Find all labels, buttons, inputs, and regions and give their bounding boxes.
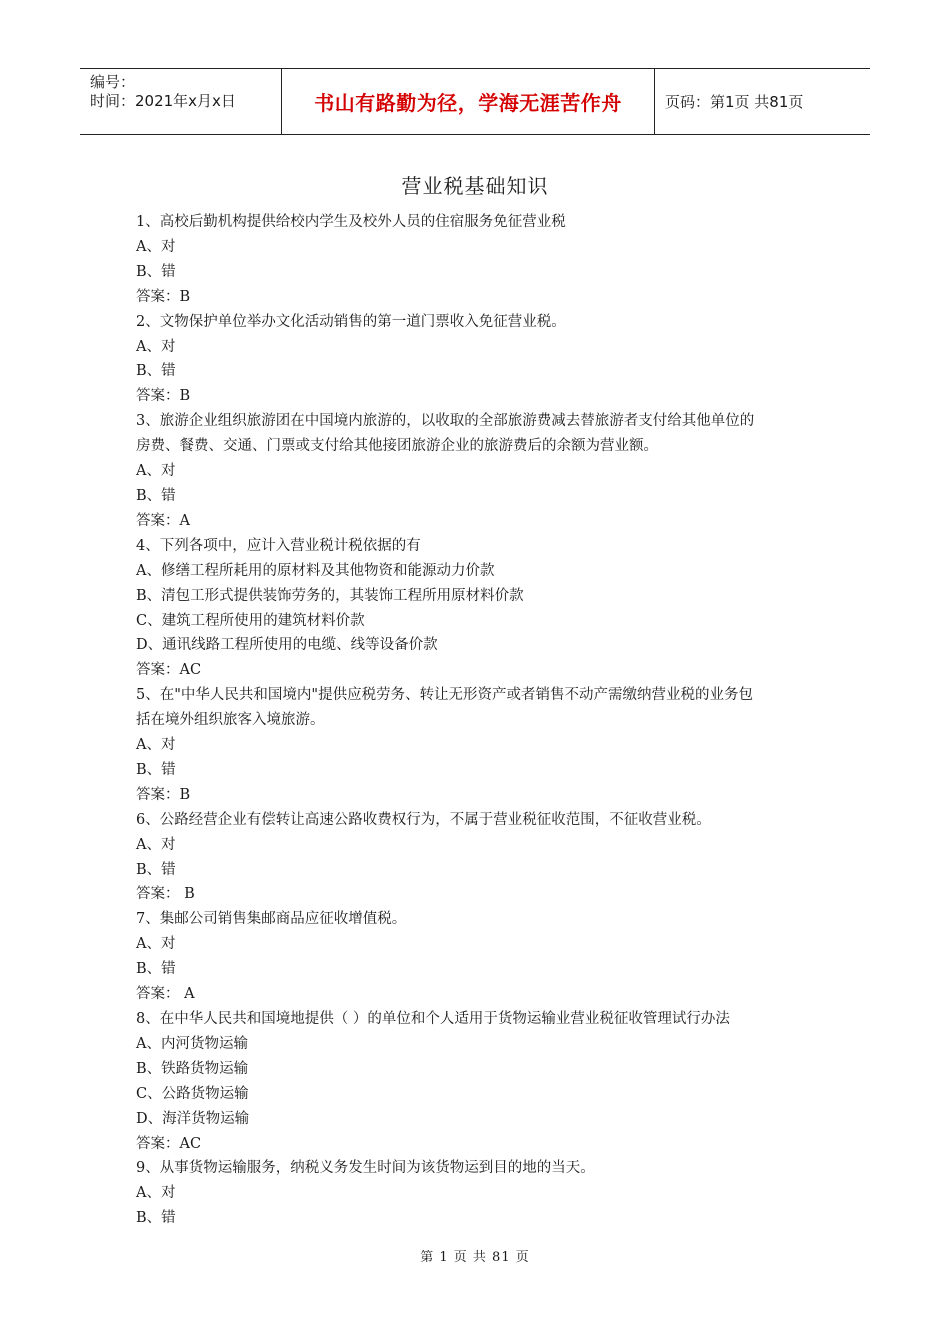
- number-label: 编号：: [90, 73, 136, 91]
- text-line: 1、高校后勤机构提供给校内学生及校外人员的住宿服务免征营业税: [136, 214, 566, 230]
- document-title: 营业税基础知识: [401, 174, 549, 198]
- text-line: 9、从事货物运输服务，纳税义务发生时间为该货物运到目的地的当天。: [136, 1160, 595, 1177]
- document-header: [80, 68, 870, 135]
- page-footer: 第 1 页 共 81 页: [420, 1250, 530, 1265]
- text-line: A、对: [136, 1185, 176, 1202]
- header-page-info: 页码：第1页 共81页: [665, 93, 804, 111]
- text-line: 6、公路经营企业有偿转让高速公路收费权行为，不属于营业税征收范围，不征收营业税。: [136, 811, 711, 828]
- text-line: 7、集邮公司销售集邮商品应征收增值税。: [136, 911, 407, 928]
- text-line: 2、文物保护单位举办文化活动销售的第一道门票收入免征营业税。: [136, 313, 566, 330]
- text-line: D、海洋货物运输: [136, 1110, 250, 1127]
- text-line: B、错: [136, 761, 176, 778]
- text-line: 8、在中华人民共和国境地提供（ ）的单位和个人适用于货物运输业营业税征收管理试行办法: [136, 1011, 730, 1027]
- text-line: 答案：B: [136, 786, 191, 803]
- text-line: B、错: [136, 861, 176, 878]
- text-line: B、错: [136, 1210, 176, 1227]
- text-line: A、对: [136, 338, 176, 355]
- text-line: 答案：B: [136, 288, 191, 305]
- text-line: B、错: [136, 363, 176, 380]
- text-line: A、对: [136, 463, 176, 480]
- text-line: B、铁路货物运输: [136, 1060, 249, 1077]
- question-list: [136, 210, 826, 1231]
- text-line: 答案：AC: [136, 1135, 202, 1152]
- text-line: 4、下列各项中，应计入营业税计税依据的有: [136, 537, 421, 554]
- text-line: D、通讯线路工程所使用的电缆、线等设备价款: [136, 637, 438, 654]
- text-line: A、内河货物运输: [136, 1035, 248, 1052]
- text-line: 答案：AC: [136, 662, 202, 679]
- text-line: 答案：B: [136, 388, 191, 405]
- text-line: 5、在"中华人民共和国境内"提供应税劳务、转让无形资产或者销售不动产需缴纳营业税的业务包: [136, 687, 754, 704]
- text-line: A、对: [136, 737, 176, 754]
- text-line: B、错: [136, 263, 176, 280]
- text-line: B、错: [136, 961, 176, 978]
- text-line: A、对: [136, 836, 176, 853]
- text-line: B、错: [136, 487, 176, 504]
- header-meta: [80, 69, 282, 134]
- text-line: A、修缮工程所耗用的原材料及其他物资和能源动力价款: [136, 562, 495, 579]
- text-line: C、公路货物运输: [136, 1085, 249, 1102]
- text-line: 房费、餐费、交通、门票或支付给其他接团旅游企业的旅游费后的余额为营业额。: [136, 438, 658, 455]
- text-line: 3、旅游企业组织旅游团在中国境内旅游的，以收取的全部旅游费减去替旅游者支付给其他单位的: [136, 413, 755, 430]
- text-line: 答案： A: [136, 986, 195, 1003]
- text-line: 答案： B: [136, 886, 195, 903]
- text-line: 括在境外组织旅客入境旅游。: [136, 712, 325, 729]
- text-line: A、对: [136, 238, 176, 255]
- text-line: A、对: [136, 936, 176, 953]
- text-line: 答案：A: [136, 512, 190, 529]
- text-line: C、建筑工程所使用的建筑材料价款: [136, 612, 365, 629]
- text-line: B、清包工形式提供装饰劳务的，其装饰工程所用原材料价款: [136, 587, 524, 604]
- header-motto: 书山有路勤为径，学海无涯苦作舟: [282, 69, 655, 134]
- time-label: 时间：2021年x月x日: [90, 92, 236, 110]
